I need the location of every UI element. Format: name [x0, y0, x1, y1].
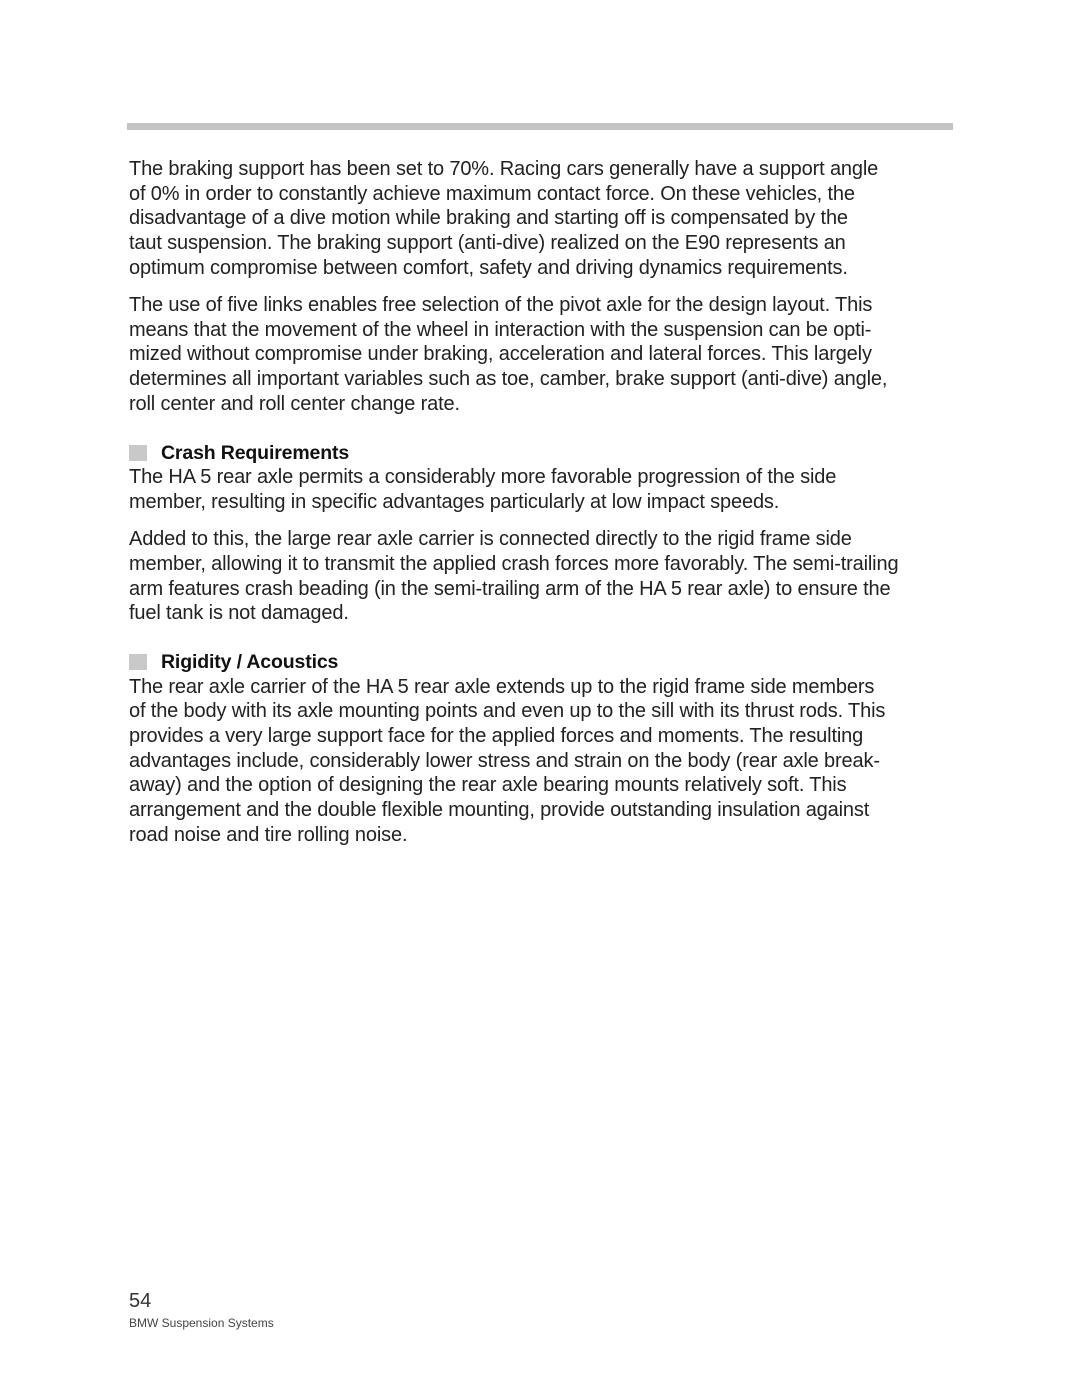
body-paragraph: Added to this, the large rear axle carrier is connected directly to the rigid frame side member, allowing it to transmit the applied crash forces more favorably. The semi-trailing arm features crash beading (in the semi-trailing arm of the HA 5 rear axle) to ensure the fuel tank is not damaged. [129, 528, 899, 625]
square-bullet-icon [129, 654, 147, 670]
header-rule [127, 123, 953, 130]
page-content [129, 157, 959, 860]
document-title: BMW Suspension Systems [129, 1316, 274, 1330]
square-bullet-icon [129, 445, 147, 461]
section-heading-rigidity-acoustics [129, 650, 959, 675]
page-number: 54 [129, 1290, 152, 1312]
body-paragraph: The rear axle carrier of the HA 5 rear axle extends up to the rigid frame side members of the body with its axle mounting points and even up to the sill with its thrust rods. This provides a very large support face for the applied forces and moments. The resulting advantages include, considerably lower stress and strain on the body (rear axle break- away) and the option of designing the rear axle bearing mounts relatively soft. This arrangement and the double flexible mounting, provide outstanding insulation against road noise and tire rolling noise. [129, 675, 886, 846]
section-title: Crash Requirements [161, 441, 350, 464]
body-paragraph: The braking support has been set to 70%. Racing cars generally have a support angle of 0% in order to constantly achieve maximum contact force. On these vehicles, the disadvantage of a dive motion while braking and starting off is compensated by the taut suspension. The braking support (anti-dive) realized on the E90 represents an optimum compromise between comfort, safety and driving dynamics requirements. [129, 158, 879, 279]
section-title: Rigidity / Acoustics [161, 650, 339, 673]
section-heading-crash-requirements [129, 441, 959, 466]
page-footer [129, 1289, 274, 1331]
body-paragraph: The use of five links enables free selection of the pivot axle for the design layout. This means that the movement of the wheel in interaction with the suspension can be opti- mized without compromise under braking, acceleration and lateral forces. This largely determines all important variables such as toe, camber, brake support (anti-dive) angle, roll center and roll center change rate. [129, 294, 888, 415]
body-paragraph: The HA 5 rear axle permits a considerably more favorable progression of the side member, resulting in specific advantages particularly at low impact speeds. [129, 466, 837, 513]
